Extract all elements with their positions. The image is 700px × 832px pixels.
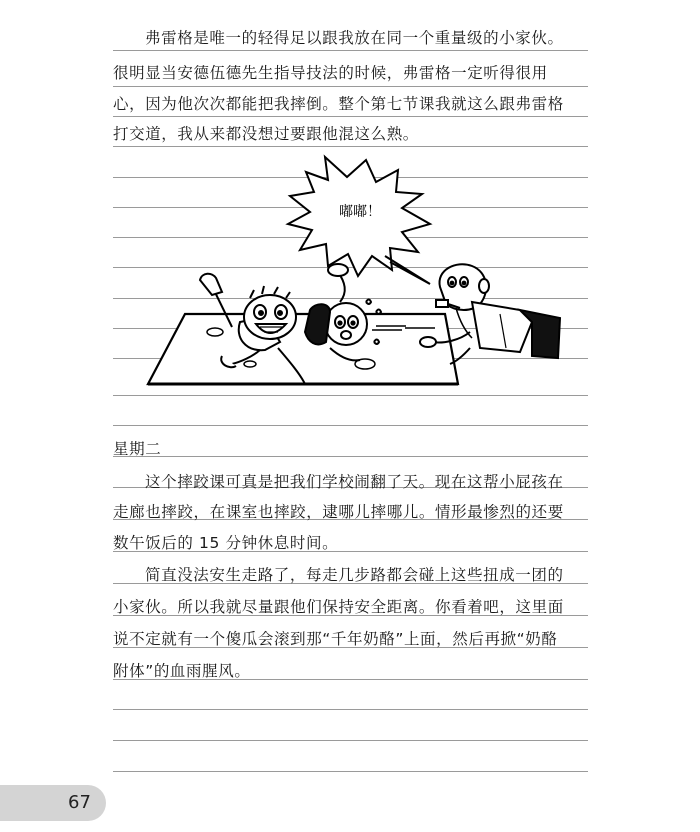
page-number: 67 (68, 792, 91, 813)
ruled-line (113, 709, 588, 710)
text-line: 附体”的血雨腥风。 (113, 662, 251, 680)
speech-bubble-text: 嘟嘟！ (339, 204, 381, 220)
text-line: 打交道，我从来都没想过要跟他混这么熟。 (113, 125, 419, 143)
text-line: 数午饭后的 15 分钟休息时间。 (113, 534, 339, 552)
text-line: 这个摔跤课可真是把我们学校闹翻了天。现在这帮小屁孩在 (145, 473, 564, 491)
ruled-line (113, 50, 588, 51)
speech-bubble (288, 157, 430, 284)
ruled-line (113, 86, 588, 87)
section-heading: 星期二 (113, 440, 162, 458)
text-line: 心，因为他次次都能把我摔倒。整个第七节课我就这么跟弗雷格 (113, 95, 564, 113)
ruled-line (113, 740, 588, 741)
ruled-line (113, 116, 588, 117)
text-line: 说不定就有一个傻瓜会滚到那“千年奶酪”上面，然后再掀“奶酪 (113, 630, 558, 648)
wrestling-illustration (140, 152, 580, 392)
text-line: 很明显当安德伍德先生指导技法的时候，弗雷格一定听得很用 (113, 64, 548, 82)
text-line: 走廊也摔跤，在课室也摔跤，逮哪儿摔哪儿。情形最惨烈的还要 (113, 503, 564, 521)
ruled-line (113, 146, 588, 147)
text-line: 弗雷格是唯一的轻得足以跟我放在同一个重量级的小家伙。 (145, 29, 564, 47)
wrestling-mat (148, 314, 458, 384)
ruled-line (113, 395, 588, 396)
ruled-line (113, 425, 588, 426)
ruled-line (113, 771, 588, 772)
text-line: 小家伙。所以我就尽量跟他们保持安全距离。你看着吧，这里面 (113, 598, 564, 616)
text-line: 简直没法安生走路了，每走几步路都会碰上这些扭成一团的 (145, 566, 564, 584)
